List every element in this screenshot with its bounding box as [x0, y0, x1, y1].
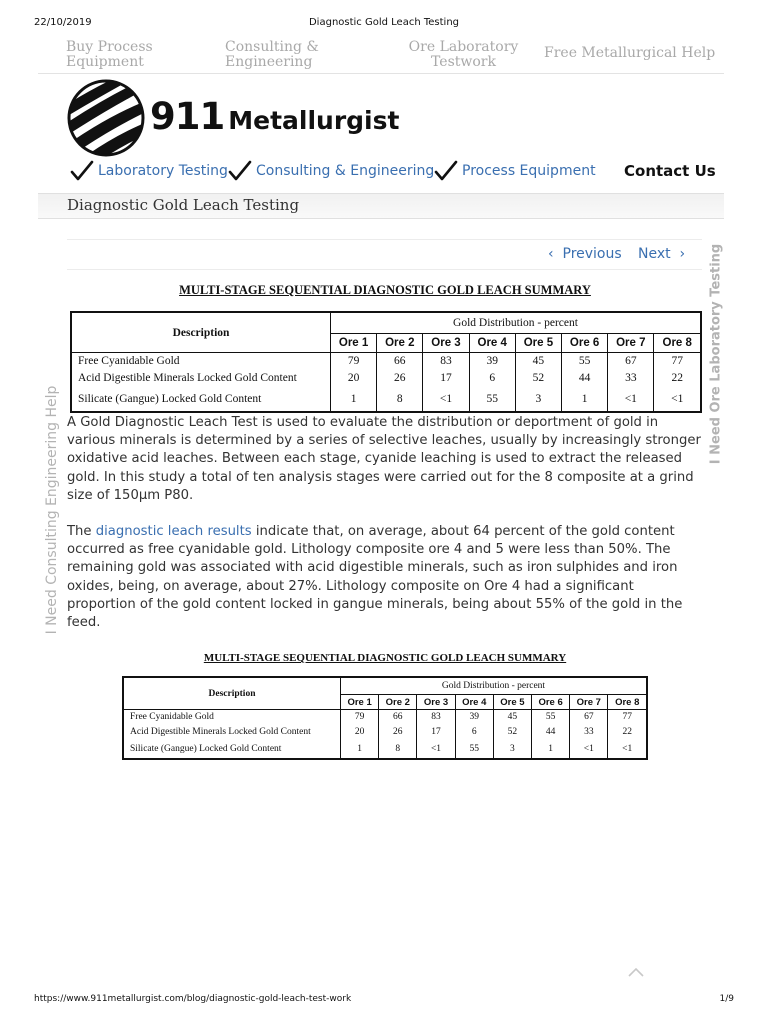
previous-label: Previous — [562, 246, 622, 262]
topnav-consulting-line2: Engineering — [225, 54, 313, 70]
table-cell: 83 — [423, 353, 469, 370]
table-cell: <1 — [570, 740, 608, 759]
table-cell: 8 — [379, 740, 417, 759]
table-cell: 17 — [417, 725, 455, 740]
ore-header: Ore 6 — [562, 334, 608, 353]
gold-leach-table-2 — [122, 676, 648, 760]
row-label: Silicate (Gangue) Locked Gold Content — [71, 387, 331, 412]
table-cell: 20 — [331, 370, 377, 387]
topnav-buy-equipment-line2: Equipment — [66, 54, 144, 70]
table-cell: 45 — [515, 353, 561, 370]
divider — [67, 239, 702, 240]
table-cell: 39 — [469, 353, 515, 370]
ore-header: Ore 2 — [379, 695, 417, 710]
table-cell: 44 — [532, 725, 570, 740]
topnav-buy-equipment-line1: Buy Process — [66, 39, 153, 55]
gold-distribution-header: Gold Distribution - percent — [331, 312, 702, 334]
row-label: Silicate (Gangue) Locked Gold Content — [123, 740, 341, 759]
table-cell: 1 — [341, 740, 379, 759]
logo-number: 911 — [150, 95, 225, 138]
table-cell: 17 — [423, 370, 469, 387]
ore-header: Ore 8 — [654, 334, 701, 353]
checkmark-icon — [70, 160, 94, 182]
ore-header: Ore 2 — [377, 334, 423, 353]
table-cell: 6 — [455, 725, 493, 740]
nav-process-equipment-label: Process Equipment — [462, 163, 596, 179]
description-header: Description — [123, 677, 341, 710]
table-cell: 79 — [331, 353, 377, 370]
row-label: Free Cyanidable Gold — [71, 353, 331, 370]
table-cell: 3 — [515, 387, 561, 412]
print-title: Diagnostic Gold Leach Testing — [308, 17, 459, 28]
nav-laboratory-testing-label: Laboratory Testing — [98, 163, 228, 179]
topnav-buy-equipment[interactable] — [66, 40, 196, 70]
row-label: Free Cyanidable Gold — [123, 710, 341, 725]
table-cell: 79 — [341, 710, 379, 725]
table-cell: 33 — [570, 725, 608, 740]
ore-lab-side-tab[interactable]: I Need Ore Laboratory Testing — [708, 243, 724, 465]
table-cell: 1 — [331, 387, 377, 412]
table-cell: 20 — [341, 725, 379, 740]
topnav-consulting[interactable] — [225, 40, 355, 70]
logo-text[interactable] — [150, 95, 399, 138]
ore-header: Ore 3 — [423, 334, 469, 353]
table-cell: 67 — [570, 710, 608, 725]
table-cell: 66 — [377, 353, 423, 370]
table-cell: 44 — [562, 370, 608, 387]
ore-header: Ore 1 — [331, 334, 377, 353]
table-row — [123, 710, 647, 725]
table-cell: 26 — [379, 725, 417, 740]
table-cell: 52 — [515, 370, 561, 387]
table-cell: 39 — [455, 710, 493, 725]
chevron-left-icon: ‹ — [548, 246, 563, 262]
paragraph-results-start: The — [67, 524, 96, 539]
paragraph-results — [67, 523, 702, 632]
table-cell: 77 — [608, 710, 647, 725]
print-page-number: 1/9 — [719, 994, 734, 1004]
topnav-ore-lab-line2: Testwork — [431, 54, 496, 70]
divider — [67, 269, 702, 270]
table-row — [123, 740, 647, 759]
paragraph-intro: A Gold Diagnostic Leach Test is used to evaluate the distribution or deportment of gold in various minerals is determined by a series of selective leaches, usually by increasingly stronger oxidative acid leaches. Between each stage, cyanide leaching is used to extract the released gold. In this study a total of ten analysis stages were carried out for the 8 composite at a grind size of 150µm P80. — [67, 415, 701, 503]
nav-process-equipment[interactable] — [434, 156, 596, 186]
paragraph-results-rest: indicate that, on average, about 64 percent of the gold content occurred as free cyanidable gold. Lithology composite ore 4 and 5 were less than 50%. The remaining gold was associated with acid digestible minerals, such as iron sulphides and iron oxides, being, on average, about 27%. Lithology composite on Ore 4 had a significant proportion of the gold content locked in gangue minerals, being about 55% of the gold in the feed. — [67, 524, 683, 631]
table-caption: MULTI-STAGE SEQUENTIAL DIAGNOSTIC GOLD LEACH SUMMARY — [203, 652, 567, 664]
table-cell: 45 — [493, 710, 531, 725]
table-cell: 6 — [469, 370, 515, 387]
table-cell: 22 — [654, 370, 701, 387]
print-date: 22/10/2019 — [34, 17, 92, 28]
contact-us-link[interactable]: Contact Us — [624, 162, 716, 180]
table-cell: 55 — [455, 740, 493, 759]
table-row — [71, 387, 701, 412]
nav-consulting-engineering-label: Consulting & Engineering — [256, 163, 435, 179]
diagnostic-leach-results-link[interactable]: diagnostic leach results — [95, 524, 252, 539]
table-cell: 1 — [532, 740, 570, 759]
checkmark-icon — [228, 160, 252, 182]
row-label: Acid Digestible Minerals Locked Gold Content — [71, 370, 331, 387]
ore-header: Ore 5 — [493, 695, 531, 710]
gold-leach-table-1 — [70, 311, 702, 413]
gold-distribution-header: Gold Distribution - percent — [341, 677, 648, 695]
ore-header: Ore 7 — [608, 334, 654, 353]
table-cell: <1 — [417, 740, 455, 759]
next-link[interactable] — [638, 246, 685, 262]
table-cell: 52 — [493, 725, 531, 740]
ore-header: Ore 4 — [469, 334, 515, 353]
table-cell: <1 — [608, 387, 654, 412]
table-cell: <1 — [423, 387, 469, 412]
ore-header: Ore 4 — [455, 695, 493, 710]
table-cell: 33 — [608, 370, 654, 387]
topnav-free-help[interactable]: Free Metallurgical Help — [544, 45, 716, 61]
table-cell: 8 — [377, 387, 423, 412]
table-cell: 26 — [377, 370, 423, 387]
page-title: Diagnostic Gold Leach Testing — [67, 196, 300, 214]
ore-header: Ore 5 — [515, 334, 561, 353]
logo-word: Metallurgist — [228, 106, 400, 135]
topnav-ore-lab[interactable] — [396, 40, 531, 70]
table-cell: 77 — [654, 353, 701, 370]
topnav-ore-lab-line1: Ore Laboratory — [408, 39, 519, 55]
topnav-consulting-line1: Consulting & — [225, 39, 319, 55]
table-cell: 66 — [379, 710, 417, 725]
ore-header: Ore 8 — [608, 695, 647, 710]
consulting-help-side-tab[interactable]: I Need Consulting Engineering Help — [44, 385, 60, 635]
table-row — [71, 353, 701, 370]
table-row — [123, 725, 647, 740]
ore-header: Ore 1 — [341, 695, 379, 710]
print-url: https://www.911metallurgist.com/blog/diagnostic-gold-leach-test-work — [34, 994, 352, 1004]
description-header: Description — [71, 312, 331, 353]
nav-laboratory-testing[interactable] — [70, 156, 228, 186]
table-cell: 55 — [469, 387, 515, 412]
table-cell: 22 — [608, 725, 647, 740]
nav-consulting-engineering[interactable] — [228, 156, 434, 186]
topnav-divider — [38, 73, 724, 74]
table-cell: 83 — [417, 710, 455, 725]
table-caption: MULTI-STAGE SEQUENTIAL DIAGNOSTIC GOLD LEACH SUMMARY — [179, 283, 591, 297]
table-cell: <1 — [608, 740, 647, 759]
table-cell: <1 — [654, 387, 701, 412]
table-cell: 67 — [608, 353, 654, 370]
table-cell: 1 — [562, 387, 608, 412]
ore-header: Ore 3 — [417, 695, 455, 710]
table-cell: 55 — [532, 710, 570, 725]
table-row — [71, 370, 701, 387]
chevron-right-icon: › — [670, 246, 686, 262]
chevron-up-icon[interactable] — [627, 966, 645, 978]
ore-header: Ore 7 — [570, 695, 608, 710]
next-label: Next — [638, 246, 671, 262]
logo-ball-icon[interactable] — [66, 78, 146, 158]
table-cell: 3 — [493, 740, 531, 759]
ore-header: Ore 6 — [532, 695, 570, 710]
previous-link[interactable] — [548, 246, 622, 262]
table-cell: 55 — [562, 353, 608, 370]
row-label: Acid Digestible Minerals Locked Gold Content — [123, 725, 341, 740]
checkmark-icon — [434, 160, 458, 182]
